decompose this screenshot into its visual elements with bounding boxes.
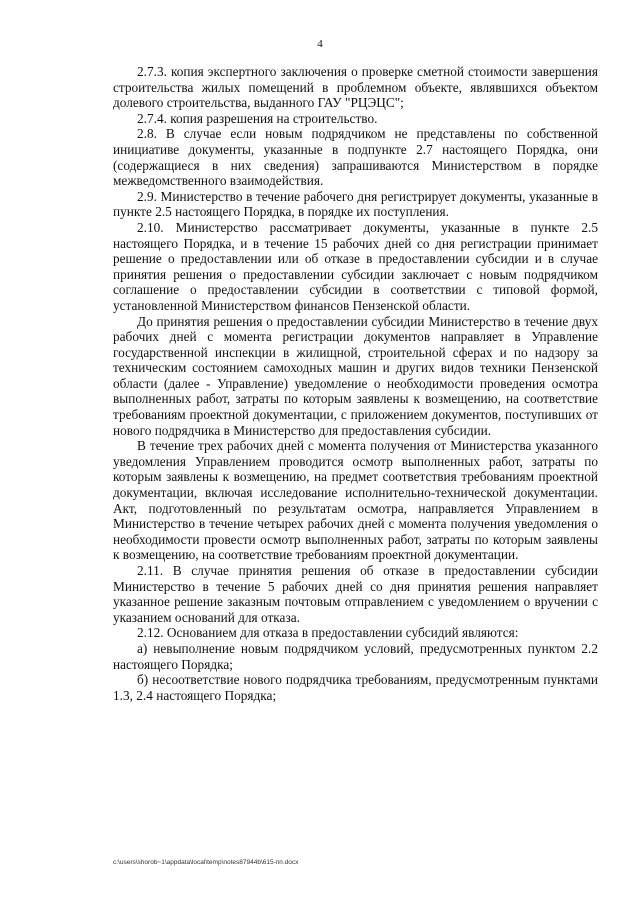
paragraph-2-10: 2.10. Министерство рассматривает документы, указанные в пункте 2.5 настоящего Порядка, и в течение 15 рабочих дней со дня регистрации принимает решение о предоставлении или об отказе в предоставлении субсидии и в случае принятия решения о предоставлении субсидии заключает с новым подрядчиком соглашение о предоставлении субсидии в соответствии с типовой формой, установленной Министерством финансов Пензенской области. bbox=[113, 219, 598, 313]
paragraph-2-8: 2.8. В случае если новым подрядчиком не представлены по собственной инициативе документы, указанные в подпункте 2.7 настоящего Порядка, они (содержащиеся в них сведения) запрашиваются Министерством в порядке межведомственного взаимодействия. bbox=[113, 126, 598, 189]
paragraph-2-11: 2.11. В случае принятия решения об отказе в предоставлении субсидии Министерство в течение 5 рабочих дней со дня принятия решения направляет указанное решение заказным почтовым отправлением с уведомлением о вручении с указанием оснований для отказа. bbox=[113, 563, 598, 625]
paragraph-notification: До принятия решения о предоставлении субсидии Министерство в течение двух рабочих дней с момента регистрации документов направляет в Управление государственной инспекции в жилищной, строительной сферах и по надзору за техническим состоянием самоходных машин и других видов техники Пензенской области (далее - Управление) уведомление о необходимости проведения осмотра выполненных работ, затраты по которым заявлены к возмещению, на соответствие требованиям проектной документации, с приложением документов, поступивших от нового подрядчика в Министерство для предоставления субсидии. bbox=[113, 313, 598, 438]
footer-file-path: c:\users\shorob~1\appdata\local\temp\notes87944b\615-пп.docx bbox=[113, 859, 299, 866]
document-body bbox=[113, 64, 598, 703]
paragraph-2-9: 2.9. Министерство в течение рабочего дня регистрирует документы, указанные в пункте 2.5 настоящего Порядка, в порядке их поступления. bbox=[113, 188, 598, 220]
paragraph-2-12: 2.12. Основанием для отказа в предоставлении субсидий являются: bbox=[137, 625, 519, 641]
paragraph-2-7-3: 2.7.3. копия экспертного заключения о проверке сметной стоимости завершения строительства жилых помещений в проблемном объекте, являвшихся объектом долевого строительства, выданного ГАУ "РЦЭЦС"; bbox=[113, 64, 598, 111]
paragraph-item-a: а) невыполнение новым подрядчиком условий, предусмотренных пунктом 2.2 настоящего Порядка; bbox=[113, 640, 598, 672]
paragraph-2-7-4: 2.7.4. копия разрешения на строительство. bbox=[137, 110, 378, 126]
paragraph-item-b: б) несоответствие нового подрядчика требованиям, предусмотренным пунктами 1.3, 2.4 настоящего Порядка; bbox=[113, 672, 598, 703]
paragraph-inspection: В течение трех рабочих дней с момента получения от Министерства указанного уведомления Управлением проводится осмотр выполненных работ, затраты по которым заявлены к возмещению, на предмет соответствия требованиям проектной документации, включая исследование исполнительно-технической документации. Акт, подготовленный по результатам осмотра, направляется Управлением в Министерство в течение четырех рабочих дней с момента получения уведомления о необходимости провести осмотр выполненных работ, затраты по которым заявлены к возмещению, на соответствие требованиям проектной документации. bbox=[113, 438, 598, 563]
page-number: 4 bbox=[317, 38, 323, 50]
